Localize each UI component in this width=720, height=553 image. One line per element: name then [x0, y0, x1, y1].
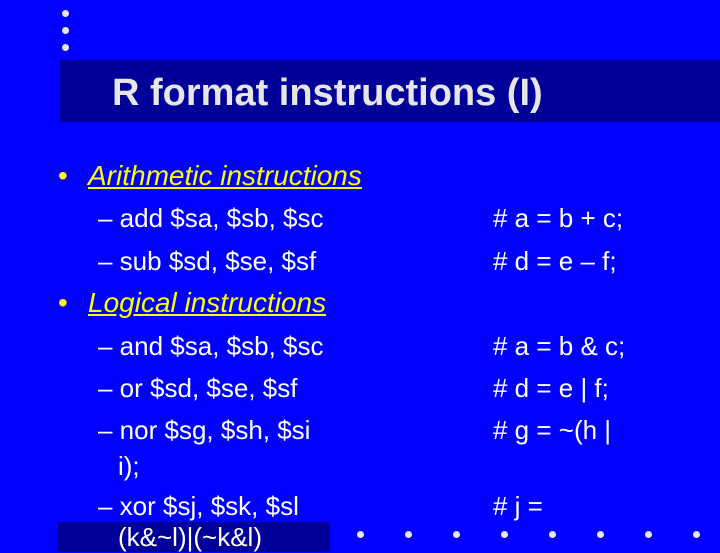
decor-dot — [62, 27, 69, 34]
comment-nor: # g = ~(h | — [493, 415, 612, 445]
bullet: • — [58, 287, 68, 318]
comment-xor: # j = — [493, 491, 543, 521]
decor-dot — [62, 10, 69, 17]
decor-dot — [357, 531, 364, 538]
decor-dot — [645, 531, 652, 538]
decor-dot — [501, 531, 508, 538]
instruction-or: – or $sd, $se, $sf — [98, 373, 298, 403]
comment-or: # d = e | f; — [493, 373, 609, 403]
comment-add: # a = b + c; — [493, 203, 624, 233]
instruction-and: – and $sa, $sb, $sc — [98, 331, 324, 361]
section-heading-arithmetic: Arithmetic instructions — [88, 160, 362, 191]
instruction-nor: – nor $sg, $sh, $si — [98, 415, 311, 445]
instruction-sub: – sub $sd, $se, $sf — [98, 246, 317, 276]
decor-dot — [597, 531, 604, 538]
comment-and: # a = b & c; — [493, 331, 626, 361]
decor-dot — [62, 44, 69, 51]
comment-nor-continuation: i); — [118, 451, 140, 481]
decor-dot — [549, 531, 556, 538]
comment-sub: # d = e – f; — [493, 246, 617, 276]
instruction-add: – add $sa, $sb, $sc — [98, 203, 324, 233]
decor-dot — [405, 531, 412, 538]
slide-title: R format instructions (I) — [112, 72, 543, 114]
comment-xor-continuation: (k&~l)|(~k&l) — [118, 522, 262, 552]
decor-dot — [453, 531, 460, 538]
instruction-xor: – xor $sj, $sk, $sl — [98, 491, 299, 521]
decor-dot — [693, 531, 700, 538]
bullet: • — [58, 160, 68, 191]
section-heading-logical: Logical instructions — [88, 287, 327, 318]
